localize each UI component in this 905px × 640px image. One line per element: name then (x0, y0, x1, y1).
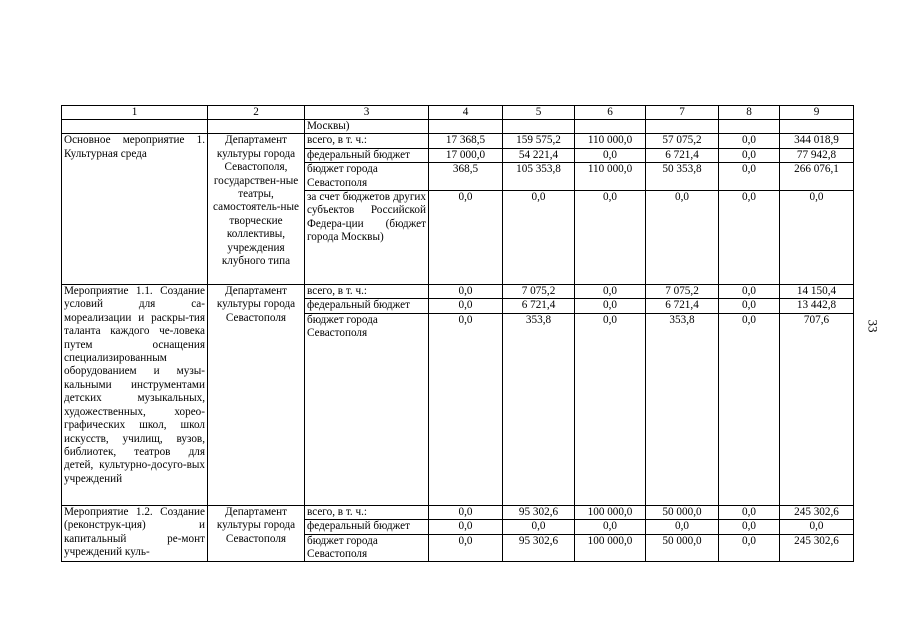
value-cell: 17 000,0 (429, 148, 503, 162)
value-cell: 6 721,4 (646, 148, 719, 162)
value-cell: 0,0 (429, 313, 503, 505)
header-cell: 2 (208, 106, 305, 120)
header-cell: 1 (62, 106, 208, 120)
table-row (62, 134, 854, 148)
executor-cell: Департамент культуры города Севастополя, государствен-ные театры, самостоятель-ные творческие коллективы, учреждения клубного типа (208, 134, 305, 285)
table-row (62, 285, 854, 299)
header-cell: 6 (575, 106, 646, 120)
value-cell: 0,0 (575, 148, 646, 162)
source-cell: всего, в т. ч.: (305, 134, 429, 148)
source-cell: федеральный бюджет (305, 299, 429, 313)
value-cell: 707,6 (780, 313, 854, 505)
value-cell: 159 575,2 (503, 134, 575, 148)
value-cell: 0,0 (575, 191, 646, 285)
source-cell: бюджет города Севастополя (305, 534, 429, 562)
value-cell: 0,0 (429, 299, 503, 313)
value-cell: 95 302,6 (503, 505, 575, 519)
value-cell: 0,0 (575, 285, 646, 299)
value-cell: 0,0 (719, 505, 780, 519)
value-cell: 266 076,1 (780, 163, 854, 191)
value-cell: 0,0 (429, 191, 503, 285)
value-cell: 54 221,4 (503, 148, 575, 162)
source-cell: бюджет города Севастополя (305, 313, 429, 505)
value-cell: 344 018,9 (780, 134, 854, 148)
header-row (62, 106, 854, 120)
value-cell: 0,0 (575, 520, 646, 534)
value-cell: 7 075,2 (503, 285, 575, 299)
value-cell: 0,0 (719, 134, 780, 148)
value-cell: 50 353,8 (646, 163, 719, 191)
value-cell: 0,0 (503, 520, 575, 534)
source-cell: бюджет города Севастополя (305, 163, 429, 191)
header-cell: 7 (646, 106, 719, 120)
value-cell: 0,0 (646, 520, 719, 534)
source-cell: федеральный бюджет (305, 148, 429, 162)
value-cell: 95 302,6 (503, 534, 575, 562)
value-cell: 0,0 (719, 534, 780, 562)
value-cell: 0,0 (719, 313, 780, 505)
table-row (62, 505, 854, 519)
header-cell: 3 (305, 106, 429, 120)
activity-cell: Мероприятие 1.1. Создание условий для са-мореализации и раскры-тия таланта каждого че-ловека путем оснащения специализированным оборудованием и музы-кальными инструментами детских музыкальных, художественных, хорео-графических школ, школ искусств, училищ, вузов, библиотек, театров для детей, культурно-досуго-вых учреждений (62, 285, 208, 506)
value-cell: 105 353,8 (503, 163, 575, 191)
value-cell: 100 000,0 (575, 505, 646, 519)
value-cell: 0,0 (429, 505, 503, 519)
header-cell: 9 (780, 106, 854, 120)
header-cell: 8 (719, 106, 780, 120)
continuation-cell: Москвы) (305, 120, 429, 134)
value-cell: 353,8 (646, 313, 719, 505)
continuation-row (62, 120, 854, 134)
value-cell: 0,0 (719, 520, 780, 534)
value-cell: 0,0 (503, 191, 575, 285)
value-cell: 245 302,6 (780, 534, 854, 562)
value-cell: 245 302,6 (780, 505, 854, 519)
value-cell: 50 000,0 (646, 534, 719, 562)
executor-cell: Департамент культуры города Севастополя (208, 285, 305, 506)
value-cell: 0,0 (719, 285, 780, 299)
value-cell: 0,0 (719, 148, 780, 162)
value-cell: 6 721,4 (503, 299, 575, 313)
value-cell: 50 000,0 (646, 505, 719, 519)
value-cell: 6 721,4 (646, 299, 719, 313)
value-cell: 0,0 (429, 534, 503, 562)
header-cell: 4 (429, 106, 503, 120)
value-cell: 77 942,8 (780, 148, 854, 162)
value-cell: 353,8 (503, 313, 575, 505)
header-cell: 5 (503, 106, 575, 120)
activity-cell: Мероприятие 1.2. Создание (реконструк-ция) и капитальный ре-монт учреждений куль- (62, 505, 208, 562)
value-cell: 100 000,0 (575, 534, 646, 562)
activity-cell: Основное мероприятие 1. Культурная среда (62, 134, 208, 285)
value-cell: 57 075,2 (646, 134, 719, 148)
source-cell: всего, в т. ч.: (305, 285, 429, 299)
value-cell: 0,0 (575, 313, 646, 505)
value-cell: 0,0 (429, 520, 503, 534)
value-cell: 0,0 (719, 163, 780, 191)
value-cell: 0,0 (719, 299, 780, 313)
value-cell: 0,0 (646, 191, 719, 285)
value-cell: 0,0 (575, 299, 646, 313)
value-cell: 0,0 (780, 520, 854, 534)
value-cell: 7 075,2 (646, 285, 719, 299)
value-cell: 368,5 (429, 163, 503, 191)
value-cell: 110 000,0 (575, 163, 646, 191)
value-cell: 17 368,5 (429, 134, 503, 148)
source-cell: всего, в т. ч.: (305, 505, 429, 519)
value-cell: 13 442,8 (780, 299, 854, 313)
value-cell: 14 150,4 (780, 285, 854, 299)
page-number: 33 (865, 319, 881, 333)
value-cell: 110 000,0 (575, 134, 646, 148)
value-cell: 0,0 (719, 191, 780, 285)
budget-table (61, 105, 854, 562)
source-cell: федеральный бюджет (305, 520, 429, 534)
value-cell: 0,0 (780, 191, 854, 285)
source-cell: за счет бюджетов других субъектов Российской Федера-ции (бюджет города Москвы) (305, 191, 429, 285)
executor-cell: Департамент культуры города Севастополя (208, 505, 305, 562)
value-cell: 0,0 (429, 285, 503, 299)
